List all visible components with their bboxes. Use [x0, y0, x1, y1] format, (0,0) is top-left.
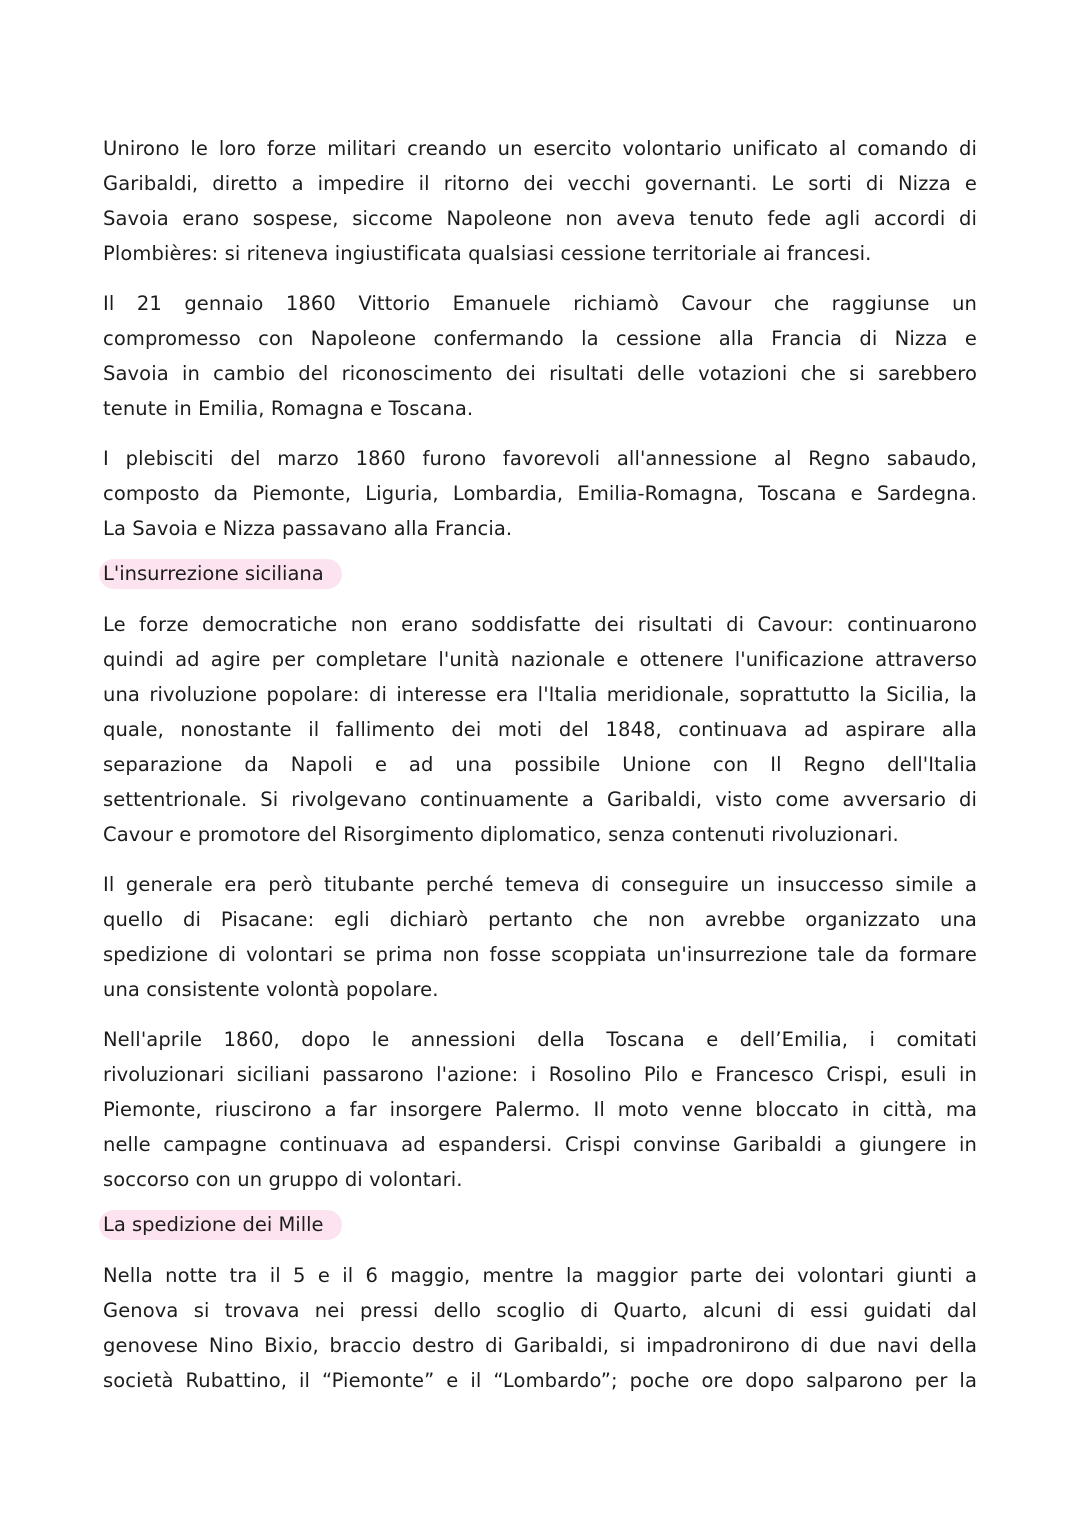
text-line: La Savoia e Nizza passavano alla Francia.	[103, 517, 513, 540]
text-line: quindi ad agire per completare l'unità nazionale e ottenere l'unificazione attraverso	[103, 648, 977, 671]
text-line: nelle campagne continuava ad espandersi. Crispi convinse Garibaldi a giungere in	[103, 1133, 977, 1156]
text-line: I plebisciti del marzo 1860 furono favorevoli all'annessione al Regno sabaudo,	[103, 447, 977, 470]
text-line: società Rubattino, il “Piemonte” e il “Lombardo”; poche ore dopo salparono per la	[103, 1369, 977, 1392]
text-line: separazione da Napoli e ad una possibile Unione con Il Regno dell'Italia	[103, 753, 977, 776]
text-line: una rivoluzione popolare: di interesse era l'Italia meridionale, soprattutto la Sicilia, la	[103, 683, 977, 706]
text-line: soccorso con un gruppo di volontari.	[103, 1168, 463, 1191]
text-line: settentrionale. Si rivolgevano continuamente a Garibaldi, visto come avversario di	[103, 788, 977, 811]
section-heading-wrapper	[103, 1210, 977, 1258]
text-line: quale, nonostante il fallimento dei moti del 1848, continuava ad aspirare alla	[103, 718, 977, 741]
text-line: Il generale era però titubante perché temeva di conseguire un insuccesso simile a	[103, 873, 977, 896]
paragraph	[103, 607, 977, 852]
text-line: rivoluzionari siciliani passarono l'azione: i Rosolino Pilo e Francesco Crispi, esuli in	[103, 1063, 977, 1086]
text-line: Unirono le loro forze militari creando un esercito volontario unificato al comando di	[103, 137, 977, 160]
document-body	[103, 131, 977, 1413]
text-line: genovese Nino Bixio, braccio destro di Garibaldi, si impadronirono di due navi della	[103, 1334, 977, 1357]
paragraph	[103, 286, 977, 426]
section-heading-wrapper	[103, 559, 977, 607]
section-heading: L'insurrezione siciliana	[99, 559, 342, 589]
text-line: quello di Pisacane: egli dichiarò pertanto che non avrebbe organizzato una	[103, 908, 977, 931]
text-line: Plombières: si riteneva ingiustificata qualsiasi cessione territoriale ai francesi.	[103, 242, 872, 265]
text-line: Nell'aprile 1860, dopo le annessioni della Toscana e dell’Emilia, i comitati	[103, 1028, 977, 1051]
text-line: tenute in Emilia, Romagna e Toscana.	[103, 397, 474, 420]
paragraph	[103, 867, 977, 1007]
text-line: Savoia erano sospese, siccome Napoleone non aveva tenuto fede agli accordi di	[103, 207, 977, 230]
text-line: Genova si trovava nei pressi dello scoglio di Quarto, alcuni di essi guidati dal	[103, 1299, 977, 1322]
section-heading: La spedizione dei Mille	[99, 1210, 342, 1240]
text-line: una consistente volontà popolare.	[103, 978, 439, 1001]
text-line: Nella notte tra il 5 e il 6 maggio, mentre la maggior parte dei volontari giunti a	[103, 1264, 977, 1287]
text-line: Le forze democratiche non erano soddisfatte dei risultati di Cavour: continuarono	[103, 613, 977, 636]
paragraph	[103, 131, 977, 271]
text-line: compromesso con Napoleone confermando la cessione alla Francia di Nizza e	[103, 327, 977, 350]
paragraph	[103, 441, 977, 546]
text-line: composto da Piemonte, Liguria, Lombardia, Emilia-Romagna, Toscana e Sardegna.	[103, 482, 977, 505]
text-line: Il 21 gennaio 1860 Vittorio Emanuele richiamò Cavour che raggiunse un	[103, 292, 977, 315]
text-line: Cavour e promotore del Risorgimento diplomatico, senza contenuti rivoluzionari.	[103, 823, 899, 846]
text-line: Savoia in cambio del riconoscimento dei risultati delle votazioni che si sarebbero	[103, 362, 977, 385]
paragraph	[103, 1022, 977, 1197]
text-line: spedizione di volontari se prima non fosse scoppiata un'insurrezione tale da formare	[103, 943, 977, 966]
text-line: Garibaldi, diretto a impedire il ritorno dei vecchi governanti. Le sorti di Nizza e	[103, 172, 977, 195]
text-line: Piemonte, riuscirono a far insorgere Palermo. Il moto venne bloccato in città, ma	[103, 1098, 977, 1121]
paragraph	[103, 1258, 977, 1398]
